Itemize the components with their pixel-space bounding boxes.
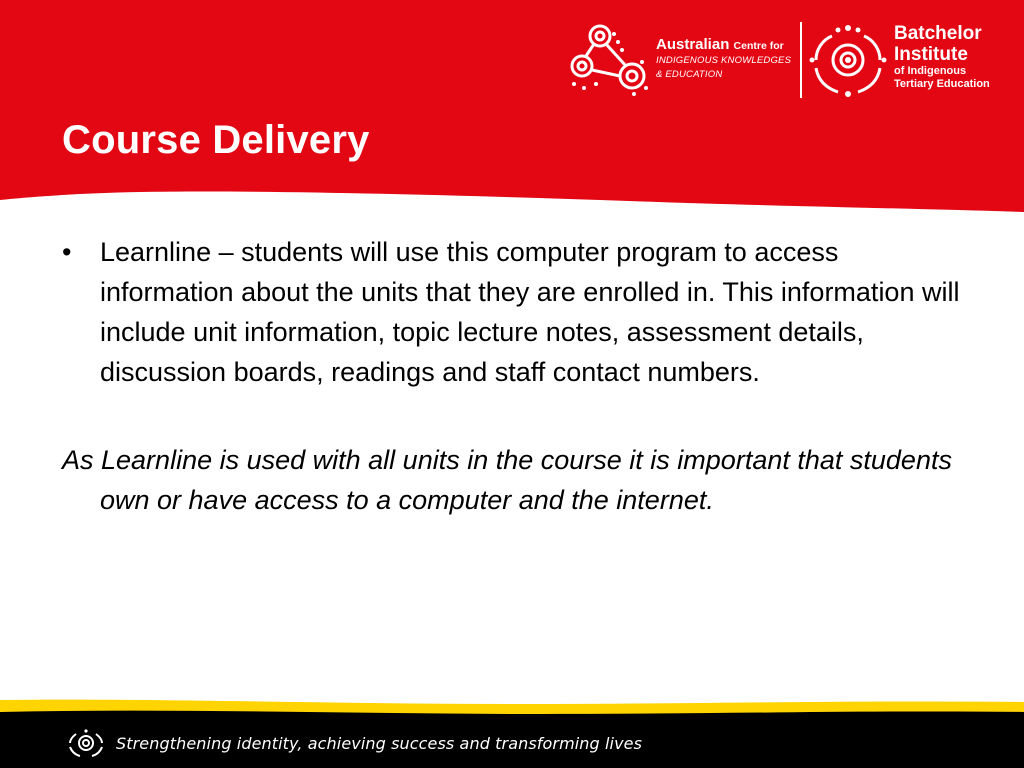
- bullet-text: Learnline – students will use this computer program to access information about the units that they are enrolled in. This information will include unit information, topic lecture notes, assessment details, discussion boards, readings and staff contact numbers.: [100, 237, 960, 387]
- acike-word-centre-for: Centre for: [733, 40, 784, 52]
- batchelor-line-institute: Institute: [894, 44, 968, 65]
- footer-band: [0, 690, 1024, 768]
- bullet-marker: •: [62, 237, 72, 267]
- batchelor-line-of-indigenous: of Indigenous: [894, 65, 967, 77]
- slide-footer: [0, 690, 1024, 768]
- slide-header: [0, 0, 1024, 215]
- acike-wordmark: [656, 37, 791, 79]
- acike-emblem-icon: [568, 22, 652, 98]
- italic-note: As Learnline is used with all units in the course it is important that students own or have access to a computer and the internet.: [62, 445, 952, 515]
- footer-tagline: Strengthening identity, achieving success and transforming lives: [116, 734, 643, 753]
- batchelor-wordmark: [894, 24, 990, 90]
- acike-logo: [568, 22, 796, 98]
- batchelor-line-batchelor: Batchelor: [894, 23, 982, 44]
- bullet-item-learnline: [62, 232, 962, 392]
- batchelor-line-tertiary-education: Tertiary Education: [894, 78, 990, 90]
- slide-title: Course Delivery: [62, 118, 370, 162]
- batchelor-institute-logo: [808, 18, 1008, 102]
- logo-divider: [800, 22, 802, 98]
- acike-line-education: & EDUCATION: [656, 68, 723, 80]
- slide-body: [62, 232, 962, 520]
- acike-line-indigenous-knowledges: INDIGENOUS KNOWLEDGES: [656, 55, 792, 66]
- batchelor-emblem-icon: [808, 18, 888, 102]
- acike-word-australian: Australian: [656, 36, 730, 53]
- footer-emblem-icon: [68, 728, 104, 758]
